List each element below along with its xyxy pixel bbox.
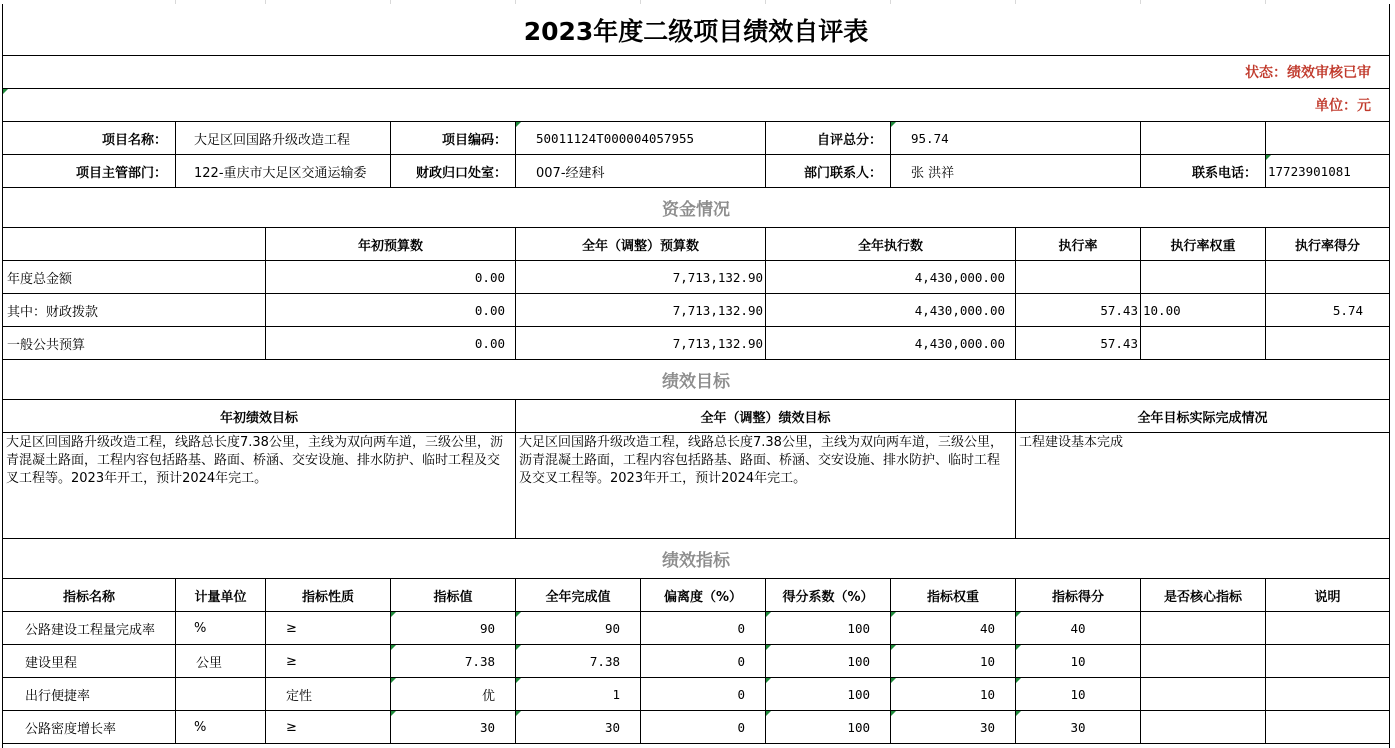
total-score[interactable]: 95.74 <box>911 130 949 146</box>
unit-value: 元 <box>1357 98 1371 114</box>
indicator-nature[interactable]: ≥ <box>286 653 297 669</box>
indicator-actual[interactable]: 7.38 <box>589 653 620 669</box>
status-value: 绩效审核已审 <box>1287 65 1371 81</box>
project-code-label: 项目编码： <box>441 132 507 148</box>
indicator-weight[interactable]: 10 <box>979 686 995 702</box>
actual-completion-text[interactable]: 工程建设基本完成 <box>1019 435 1124 450</box>
indicator-coef[interactable]: 100 <box>847 620 870 636</box>
funds-executed[interactable]: 4,430,000.00 <box>914 302 1005 318</box>
indicator-score[interactable]: 40 <box>1070 620 1086 636</box>
indicator-core[interactable] <box>1141 645 1265 677</box>
funds-header: 执行率权重 <box>1170 238 1236 254</box>
indicator-header: 是否核心指标 <box>1163 589 1242 605</box>
finance-dept[interactable]: 007-经建科 <box>536 165 605 181</box>
contact-person[interactable]: 张 洪祥 <box>911 165 955 181</box>
indicator-unit[interactable] <box>176 678 265 710</box>
funds-adjusted[interactable]: 7,713,132.90 <box>672 335 763 351</box>
funds-section-title: 资金情况 <box>662 200 730 220</box>
funds-initial[interactable]: 0.00 <box>474 302 505 318</box>
funds-initial[interactable]: 0.00 <box>474 269 505 285</box>
funds-header-blank <box>3 228 265 260</box>
indicator-core[interactable] <box>1141 678 1265 710</box>
indicator-actual[interactable]: 90 <box>604 620 620 636</box>
phone-number[interactable]: 17723901081 <box>1268 163 1351 179</box>
finance-label: 财政归口处室： <box>415 165 507 181</box>
funds-rate[interactable]: 57.43 <box>1100 302 1138 318</box>
indicator-header: 指标值 <box>433 589 473 605</box>
funds-adjusted[interactable]: 7,713,132.90 <box>672 269 763 285</box>
funds-initial[interactable]: 0.00 <box>474 335 505 351</box>
goals-section-title: 绩效目标 <box>662 372 730 392</box>
indicator-actual[interactable]: 30 <box>604 719 620 735</box>
funds-weight[interactable] <box>1141 327 1265 359</box>
indicator-note[interactable] <box>1266 711 1389 743</box>
funds-rate[interactable] <box>1016 261 1140 293</box>
indicator-target[interactable]: 7.38 <box>464 653 495 669</box>
indicator-note[interactable] <box>1266 645 1389 677</box>
indicator-score[interactable]: 10 <box>1070 686 1086 702</box>
status-label: 状态： <box>1245 65 1287 81</box>
indicators-section-title: 绩效指标 <box>662 551 730 571</box>
phone-label: 联系电话： <box>1191 165 1257 181</box>
indicator-name[interactable]: 公路建设工程量完成率 <box>25 622 156 638</box>
indicator-weight[interactable]: 10 <box>979 653 995 669</box>
indicator-header: 指标得分 <box>1051 589 1104 605</box>
goals-header: 年初绩效目标 <box>219 410 298 426</box>
page-title: 2023年度二级项目绩效自评表 <box>523 16 869 46</box>
indicator-target[interactable]: 优 <box>481 688 495 704</box>
funds-adjusted[interactable]: 7,713,132.90 <box>672 302 763 318</box>
funds-header: 全年（调整）预算数 <box>581 238 699 254</box>
indicator-name[interactable]: 公路密度增长率 <box>25 721 117 737</box>
indicator-target[interactable]: 90 <box>479 620 495 636</box>
empty-cell[interactable] <box>1141 122 1265 154</box>
empty-cell[interactable] <box>1266 122 1389 154</box>
funds-executed[interactable]: 4,430,000.00 <box>914 269 1005 285</box>
indicator-target[interactable]: 30 <box>479 719 495 735</box>
initial-goal-text[interactable]: 大足区回国路升级改造工程，线路总长度7.38公里，主线为双向两车道，三级公里，沥青混凝土路面，工程内容包括路基、路面、桥涵、交安设施、排水防护、临时工程及交叉工程等。2023年开工，预计2024年完工。 <box>6 435 503 486</box>
indicator-header: 指标性质 <box>301 589 354 605</box>
funds-weight[interactable] <box>1141 261 1265 293</box>
goals-header: 全年目标实际完成情况 <box>1137 410 1268 426</box>
indicator-actual[interactable]: 1 <box>612 686 620 702</box>
indicator-note[interactable] <box>1266 678 1389 710</box>
unit-label: 单位： <box>1315 98 1357 114</box>
indicator-unit[interactable]: % <box>194 719 207 735</box>
indicator-nature[interactable]: 定性 <box>286 688 313 704</box>
indicator-note[interactable] <box>1266 612 1389 644</box>
indicator-deviation[interactable]: 0 <box>737 620 745 636</box>
funds-rate[interactable]: 57.43 <box>1100 335 1138 351</box>
indicator-weight[interactable]: 40 <box>979 620 995 636</box>
project-code[interactable]: 50011124T000004057955 <box>536 130 695 146</box>
indicator-name[interactable]: 建设里程 <box>25 655 78 671</box>
indicator-deviation[interactable]: 0 <box>737 686 745 702</box>
funds-header: 执行率得分 <box>1294 238 1360 254</box>
indicator-name[interactable]: 出行便捷率 <box>25 688 91 704</box>
indicator-score[interactable]: 30 <box>1070 719 1086 735</box>
indicator-header: 计量单位 <box>194 589 247 605</box>
indicator-core[interactable] <box>1141 711 1265 743</box>
funds-header: 全年执行数 <box>857 238 923 254</box>
project-name-label: 项目名称： <box>101 132 167 148</box>
funds-score[interactable] <box>1266 261 1389 293</box>
score-label: 自评总分： <box>816 132 882 148</box>
funds-score[interactable] <box>1266 327 1389 359</box>
unit-line <box>3 89 1389 121</box>
dept-label: 项目主管部门： <box>75 165 167 181</box>
adjusted-goal-text[interactable]: 大足区回国路升级改造工程，线路总长度7.38公里，主线为双向两车道，三级公里，沥青混凝土路面，工程内容包括路基、路面、桥涵、交安设施、排水防护、临时工程及交叉工程等。2023年开工，预计2024年完工。 <box>519 435 1003 486</box>
funds-row-name[interactable]: 年度总金额 <box>7 271 73 287</box>
indicator-header: 指标名称 <box>62 589 115 605</box>
funds-header: 年初预算数 <box>357 238 423 254</box>
indicator-unit[interactable]: 公里 <box>196 655 223 671</box>
indicator-deviation[interactable]: 0 <box>737 653 745 669</box>
goals-header: 全年（调整）绩效目标 <box>700 410 831 426</box>
project-name[interactable]: 大足区回国路升级改造工程 <box>194 132 351 148</box>
funds-weight[interactable]: 10.00 <box>1143 302 1181 318</box>
indicator-coef[interactable]: 100 <box>847 653 870 669</box>
indicator-core[interactable] <box>1141 612 1265 644</box>
indicator-score[interactable]: 10 <box>1070 653 1086 669</box>
indicator-header: 偏离度（%） <box>663 589 743 605</box>
funds-score[interactable]: 5.74 <box>1332 302 1363 318</box>
indicator-header: 说明 <box>1314 589 1341 605</box>
status-line <box>3 56 1389 88</box>
funds-row-name[interactable]: 一般公共预算 <box>7 337 86 353</box>
indicator-header: 全年完成值 <box>545 589 611 605</box>
funds-header: 执行率 <box>1058 238 1098 254</box>
indicator-header: 得分系数（%） <box>782 589 874 605</box>
indicator-deviation[interactable]: 0 <box>737 719 745 735</box>
indicator-weight[interactable]: 30 <box>979 719 995 735</box>
funds-executed[interactable]: 4,430,000.00 <box>914 335 1005 351</box>
indicator-coef[interactable]: 100 <box>847 719 870 735</box>
dept-name[interactable]: 122-重庆市大足区交通运输委 <box>194 165 367 181</box>
indicator-coef[interactable]: 100 <box>847 686 870 702</box>
contact-label: 部门联系人： <box>803 165 882 181</box>
funds-row-name[interactable]: 其中：财政拨款 <box>7 304 99 320</box>
indicator-header: 指标权重 <box>926 589 979 605</box>
indicator-nature[interactable]: ≥ <box>286 719 297 735</box>
indicator-nature[interactable]: ≥ <box>286 620 297 636</box>
indicator-unit[interactable]: % <box>194 620 207 636</box>
